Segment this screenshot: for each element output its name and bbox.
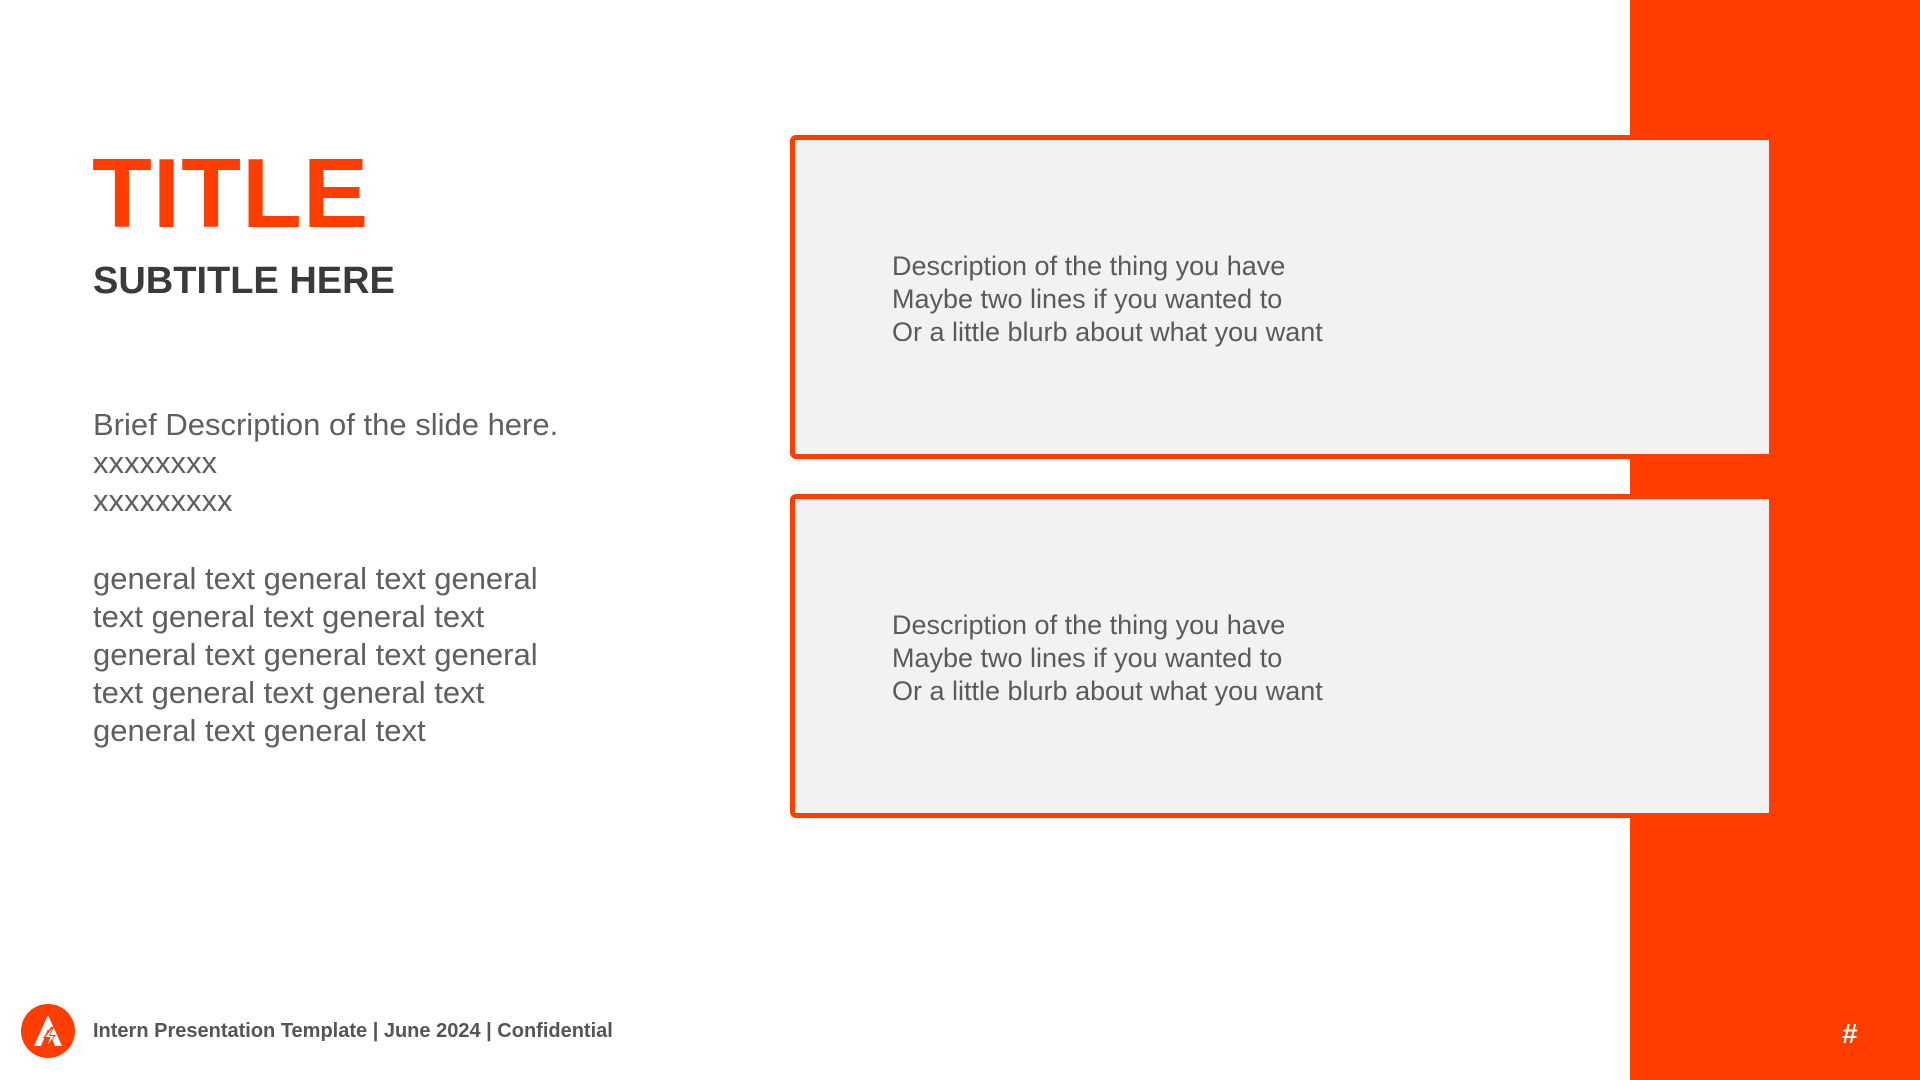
- brief-line: xxxxxxxx: [93, 445, 217, 480]
- slide-title: TITLE: [92, 138, 370, 248]
- description-card: [790, 135, 1774, 459]
- brief-description: [93, 406, 653, 520]
- card-line: Maybe two lines if you wanted to: [892, 284, 1283, 314]
- card-line: Description of the thing you have: [892, 251, 1286, 281]
- slide-subtitle: SUBTITLE HERE: [93, 260, 395, 302]
- card-line: Or a little blurb about what you want: [892, 676, 1323, 706]
- page-number: #: [1842, 1018, 1858, 1049]
- card-line: Or a little blurb about what you want: [892, 317, 1323, 347]
- lightning-a-logo-icon: [21, 1004, 75, 1058]
- card-line: Maybe two lines if you wanted to: [892, 643, 1283, 673]
- description-card: [790, 494, 1774, 818]
- card-description: [892, 250, 1323, 349]
- card-line: Description of the thing you have: [892, 610, 1286, 640]
- card-description: [892, 609, 1323, 708]
- brief-line: Brief Description of the slide here.: [93, 407, 559, 442]
- general-text: general text general text general text general text general text general text general text general text general text general text general text general text: [93, 561, 538, 748]
- footer-text: Intern Presentation Template | June 2024 | Confidential: [93, 1020, 613, 1042]
- brief-line: xxxxxxxxx: [93, 483, 233, 518]
